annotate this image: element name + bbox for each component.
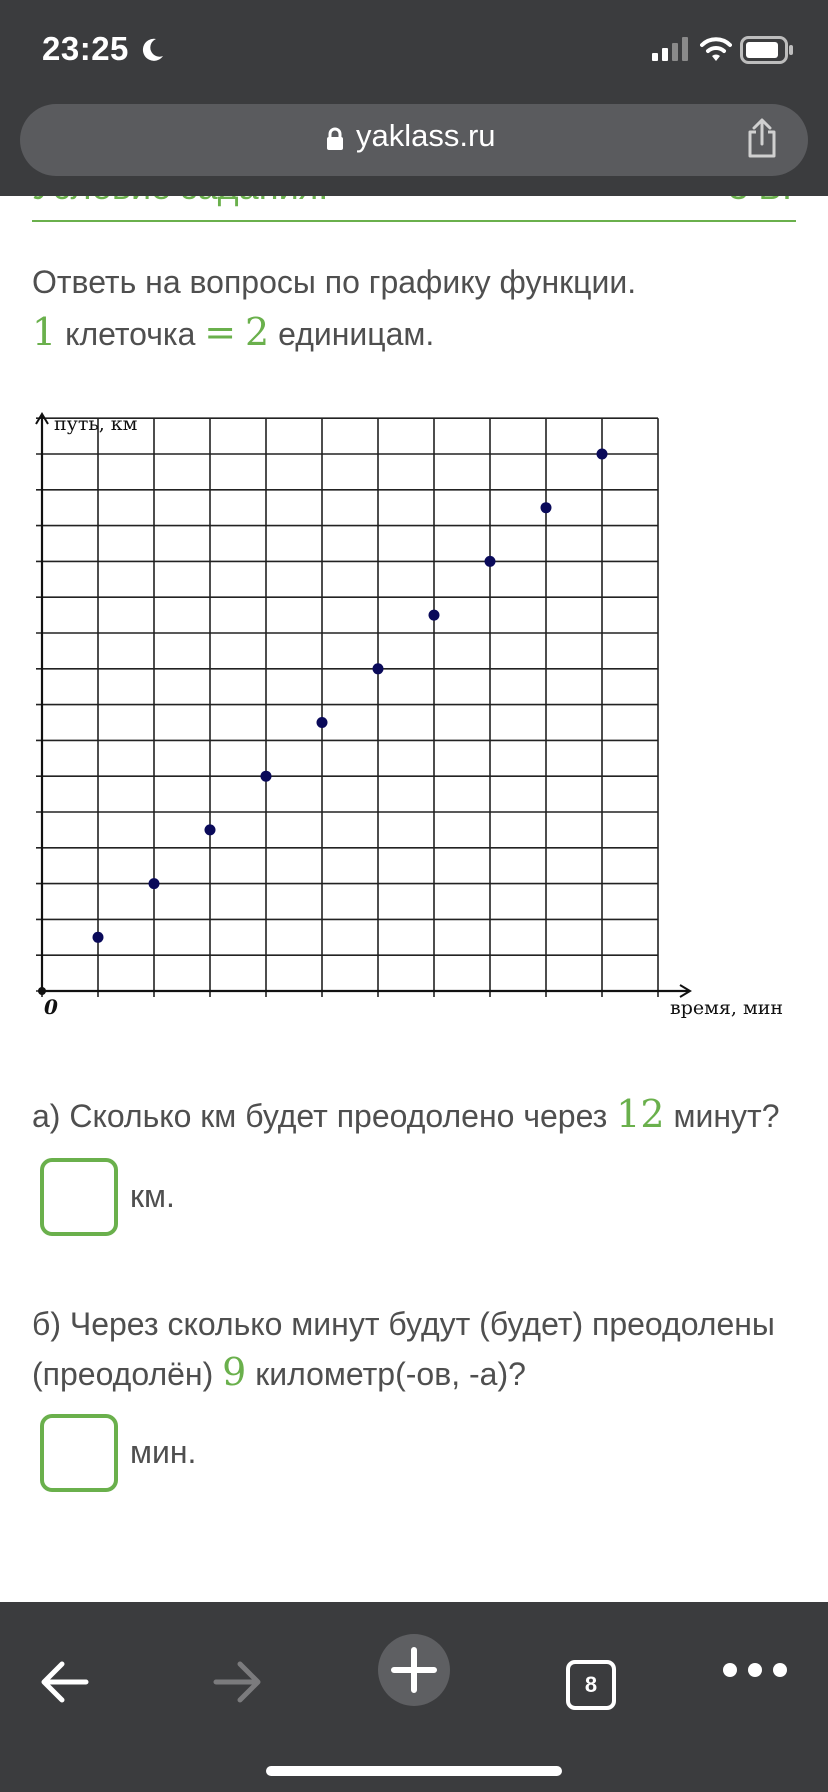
tabs-icon[interactable]: 8 — [566, 1660, 616, 1710]
question-b-line1: б) Через сколько минут будут (будет) преодолены — [32, 1306, 775, 1342]
signal-icon — [652, 37, 690, 61]
data-point — [541, 502, 552, 513]
more-dots-icon[interactable] — [722, 1662, 788, 1678]
scale-cells-word: клеточка — [65, 316, 196, 352]
question-b-prefix: (преодолён) — [32, 1356, 214, 1392]
question-b-number: 9 — [222, 1350, 247, 1394]
section-divider — [32, 220, 796, 222]
scale-cells-number: 1 — [32, 310, 57, 354]
data-point — [485, 556, 496, 567]
new-tab-plus-icon[interactable] — [378, 1634, 450, 1706]
answer-b-input[interactable] — [40, 1414, 118, 1492]
graph-grid — [36, 418, 658, 997]
graph-points — [93, 449, 608, 943]
data-point — [261, 771, 272, 782]
question-a-prefix: а) Сколько км будет преодолено через — [32, 1098, 608, 1134]
scale-units-number: 2 — [245, 310, 270, 354]
scale-equals: = — [204, 310, 237, 354]
question-a-number: 12 — [616, 1092, 665, 1136]
function-graph — [30, 408, 800, 1042]
browser-bottom-toolbar — [0, 1602, 828, 1792]
data-point — [597, 449, 608, 460]
wifi-icon — [700, 36, 732, 62]
share-icon[interactable] — [744, 118, 780, 158]
question-b-suffix: километр(-ов, -а)? — [255, 1356, 526, 1392]
task-scale — [32, 310, 434, 354]
x-axis-label: время, мин — [670, 997, 784, 1019]
task-intro: Ответь на вопросы по графику функции. — [32, 264, 637, 300]
data-point — [373, 663, 384, 674]
moon-icon — [138, 36, 166, 64]
answer-a-input[interactable] — [40, 1158, 118, 1236]
answer-a-unit: км. — [130, 1178, 175, 1214]
lock-icon — [326, 127, 344, 151]
battery-icon — [740, 36, 794, 64]
answer-b-unit: мин. — [130, 1434, 197, 1470]
url-text: yaklass.ru — [356, 118, 496, 153]
browser-top-bar — [0, 0, 828, 196]
scale-tail: единицам. — [278, 316, 435, 352]
origin-dot — [38, 987, 46, 995]
question-b-line2 — [32, 1350, 526, 1394]
data-point — [429, 610, 440, 621]
status-time: 23:25 — [42, 30, 129, 67]
back-arrow-icon[interactable] — [38, 1660, 90, 1704]
forward-arrow-icon[interactable] — [212, 1660, 264, 1704]
question-a-suffix: минут? — [673, 1098, 780, 1134]
data-point — [317, 717, 328, 728]
origin-label: 0 — [44, 995, 58, 1019]
y-axis-label: путь, км — [54, 413, 138, 435]
data-point — [93, 932, 104, 943]
home-indicator — [266, 1766, 562, 1776]
data-point — [205, 824, 216, 835]
data-point — [149, 878, 160, 889]
graph-axes — [36, 414, 690, 997]
question-a — [32, 1092, 779, 1136]
